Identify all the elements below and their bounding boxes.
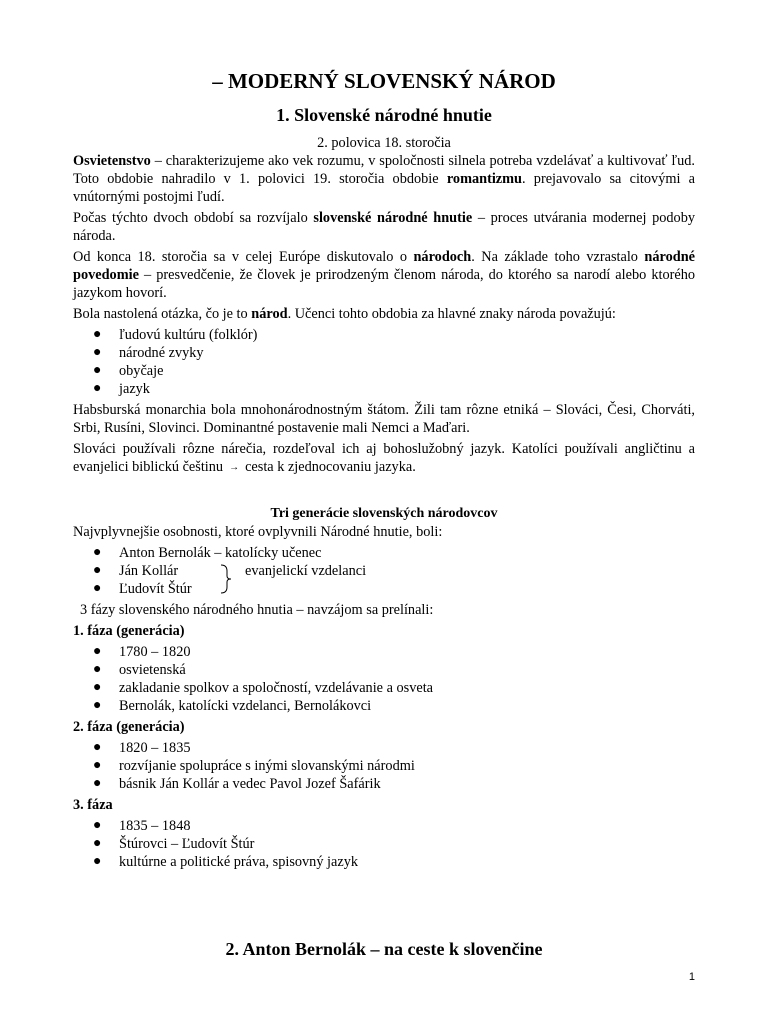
list-item <box>73 739 695 757</box>
paragraph-narody <box>73 248 695 302</box>
list-item-text: 1780 – 1820 <box>119 643 191 660</box>
phase1-heading: 1. fáza (generácia) <box>73 622 185 639</box>
list-item-text: ľudovú kultúru (folklór) <box>119 327 258 343</box>
paragraph-text: . Učenci tohto obdobia za hlavné znaky národa považujú: <box>287 306 616 322</box>
phase1-list <box>73 643 695 715</box>
list-item <box>73 661 695 679</box>
bullet-icon: ● <box>93 345 102 360</box>
list-item-text: rozvíjanie spolupráce s inými slovanskými národmi <box>119 757 415 774</box>
list-item-text: Ľudovít Štúr <box>119 580 192 597</box>
list-item <box>73 775 695 793</box>
list-item-text: 1820 – 1835 <box>119 739 191 756</box>
list-item <box>73 679 695 697</box>
bullet-icon: ● <box>93 739 102 755</box>
list-item-text: Ján Kollár <box>119 562 179 579</box>
term-romantizmus: romantizmu <box>446 171 523 187</box>
list-item <box>73 580 695 598</box>
list-item <box>73 643 695 661</box>
paragraph-text: – charakterizujeme ako vek rozumu, v spoločnosti silnela potreba vzdelávať a kultivovať ľud. Toto obdobie nahradilo v 1. polovici 19. storočia obdobie <box>73 153 695 187</box>
paragraph-osvietenstvo <box>73 152 695 206</box>
bullet-icon: ● <box>93 580 102 596</box>
list-item <box>73 562 695 580</box>
paragraph-habsburg: Habsburská monarchia bola mnohonárodnostným štátom. Žili tam rôzne etniká – Slováci, Česi, Chorváti, Srbi, Rusíni, Slovinci. Dominantné postavenie mali Nemci a Maďari. <box>73 402 695 436</box>
list-item <box>73 544 695 562</box>
paragraph-narodne-hnutie <box>73 209 695 245</box>
paragraph-text: Slováci používali rôzne nárečia, rozdeľoval ich aj bohoslužobný jazyk. Katolíci používali angličtinu a evanjelici biblickú češtinu <box>73 441 695 475</box>
bullet-icon: ● <box>93 381 102 396</box>
bullet-icon: ● <box>93 775 102 791</box>
list-item-text: básnik Ján Kollár a vedec Pavol Jozef Šafárik <box>119 775 381 792</box>
list-item <box>73 853 695 871</box>
right-arrow-icon: → <box>229 461 240 473</box>
list-item-text: národné zvyky <box>119 345 204 361</box>
list-item-text: zakladanie spolkov a spoločností, vzdelávanie a osveta <box>119 679 434 696</box>
phase2-heading: 2. fáza (generácia) <box>73 718 185 735</box>
bullet-icon: ● <box>93 835 102 851</box>
bullet-icon: ● <box>93 661 102 677</box>
term-narodoch: národoch <box>413 249 472 265</box>
phases-intro: 3 fázy slovenského národného hnutia – navzájom sa prelínali: <box>80 601 434 618</box>
term-osvietenstvo: Osvietenstvo <box>73 153 151 169</box>
bullet-icon: ● <box>93 679 102 695</box>
list-item-text: Štúrovci – Ľudovít Štúr <box>119 835 255 852</box>
paragraph-narod-otazka <box>73 305 695 323</box>
list-item <box>73 817 695 835</box>
list-item <box>73 326 695 344</box>
paragraph-text: Bola nastolená otázka, čo je to <box>73 306 252 322</box>
phase2-list <box>73 739 695 793</box>
list-item-text: Anton Bernolák – katolícky učenec <box>119 544 322 561</box>
paragraph-text: – presvedčenie, že človek je prirodzeným členom národa, do ktorého sa narodí alebo ktorého jazykom hovorí. <box>73 267 695 301</box>
page-number: 1 <box>688 971 695 983</box>
bullet-icon: ● <box>93 757 102 773</box>
list-item <box>73 757 695 775</box>
bullet-icon: ● <box>93 643 102 659</box>
list-item <box>73 380 695 398</box>
bullet-icon: ● <box>93 327 102 342</box>
paragraph-text: . Na základe toho vzrastalo <box>471 249 645 265</box>
list-item <box>73 697 695 715</box>
brace-label: evanjelickí vzdelanci <box>245 562 367 579</box>
list-item <box>73 344 695 362</box>
section1-heading: 1. Slovenské národné hnutie <box>276 105 492 125</box>
bullet-icon: ● <box>93 562 102 578</box>
bullet-icon: ● <box>93 817 102 833</box>
bullet-icon: ● <box>93 363 102 378</box>
term-narodne-povedomie: národné povedomie <box>73 249 696 283</box>
list-item-text: kultúrne a politické práva, spisovný jazyk <box>119 853 359 870</box>
phase3-heading: 3. fáza <box>73 796 113 813</box>
term-narod: národ <box>251 306 288 322</box>
bullet-icon: ● <box>93 697 102 713</box>
paragraph-jazyk <box>73 440 695 477</box>
bullet-icon: ● <box>93 853 102 869</box>
generations-intro: Najvplyvnejšie osobnosti, ktoré ovplyvnili Národné hnutie, boli: <box>73 523 443 540</box>
term-slovenske-narodne-hnutie: slovenské národné hnutie <box>313 210 473 226</box>
generations-title: Tri generácie slovenských národovcov <box>270 505 498 521</box>
phase3-list <box>73 817 695 871</box>
people-list <box>73 544 695 598</box>
paragraph-text: cesta k zjednocovaniu jazyka. <box>245 459 416 475</box>
section2-heading: 2. Anton Bernolák – na ceste k slovenčine <box>225 939 543 959</box>
paragraph-text: Počas týchto dvoch období sa rozvíjalo <box>73 210 314 226</box>
list-item-text: jazyk <box>119 381 150 397</box>
paragraph-text: – proces utvárania modernej podoby národa. <box>73 210 695 244</box>
list-item-text: 1835 – 1848 <box>119 817 191 834</box>
nation-signs-list <box>73 326 695 398</box>
document-page <box>73 66 695 874</box>
paragraph-text: Od konca 18. storočia sa v celej Európe diskutovalo o <box>73 249 414 265</box>
list-item-text: osvietenská <box>119 661 186 678</box>
people-list-wrapper <box>73 544 695 598</box>
paragraph-text: . prejavovalo sa citovými a vnútornými postojmi ľudí. <box>73 171 695 205</box>
list-item-text: obyčaje <box>119 363 164 379</box>
list-item-text: Bernolák, katolícki vzdelanci, Bernolákovci <box>119 697 372 714</box>
document-title: – MODERNÝ SLOVENSKÝ NÁROD <box>212 69 556 93</box>
list-item <box>73 835 695 853</box>
list-item <box>73 362 695 380</box>
bullet-icon: ● <box>93 544 102 560</box>
period-subtitle: 2. polovica 18. storočia <box>317 135 451 151</box>
